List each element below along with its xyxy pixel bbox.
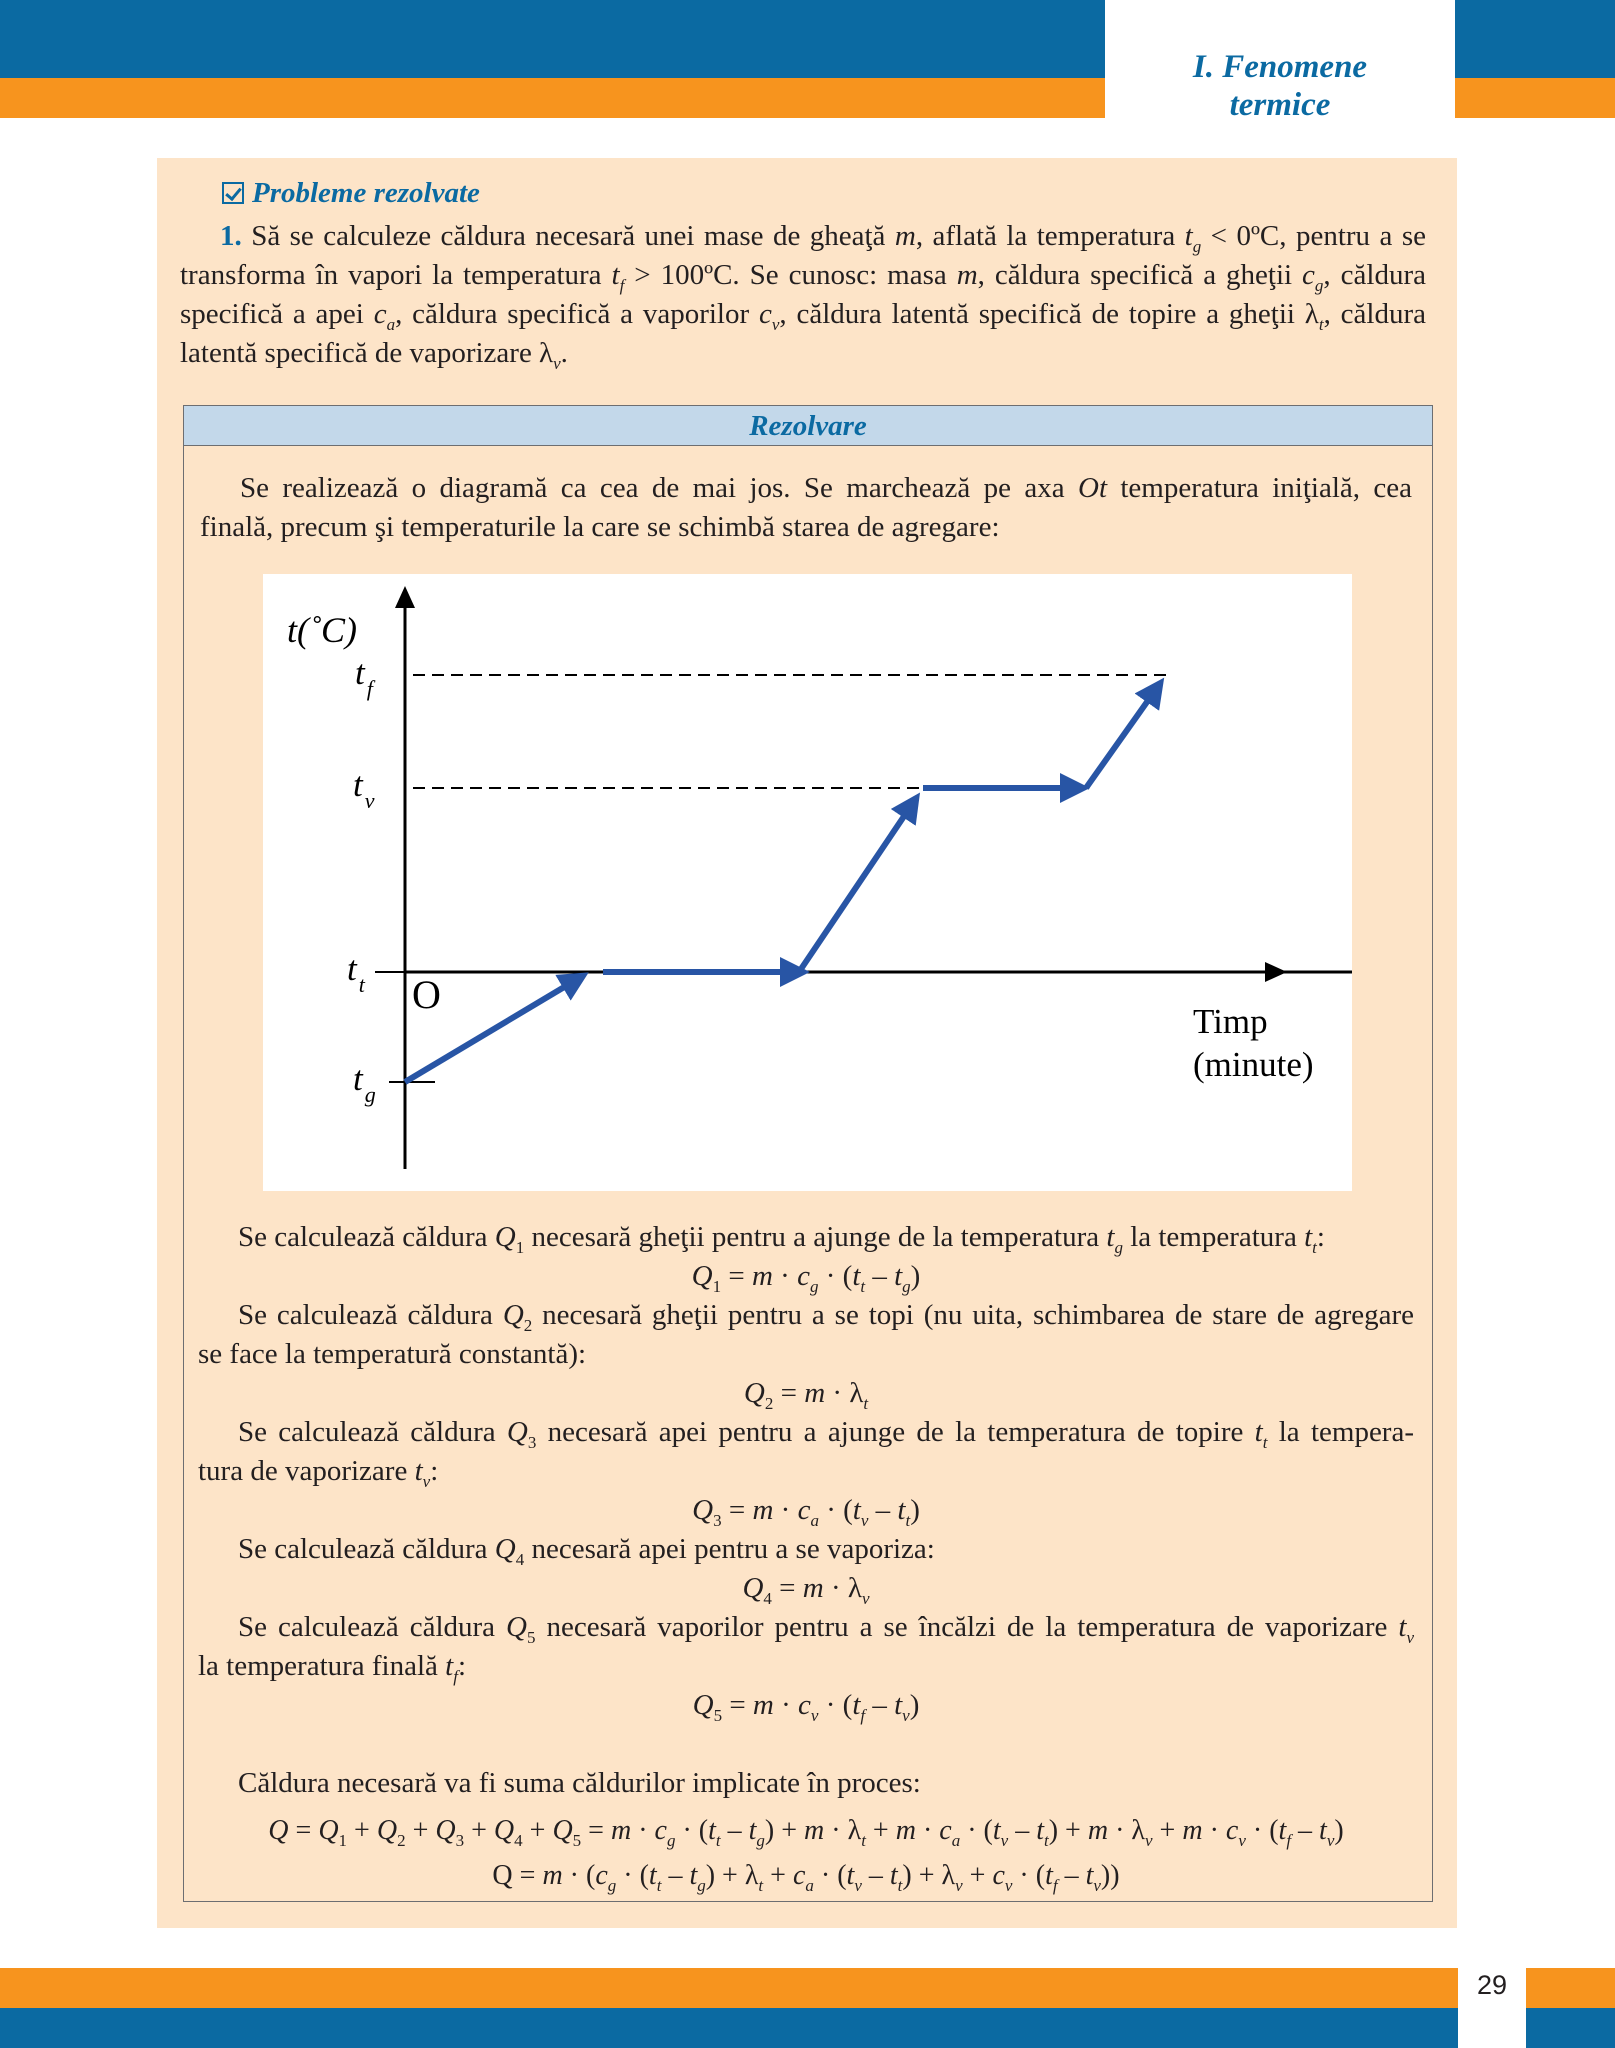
solution-title: Rezolvare — [184, 406, 1432, 446]
origin-label: O — [412, 972, 441, 1017]
chapter-title — [1105, 0, 1455, 123]
footer-band-blue-right — [1526, 2008, 1615, 2048]
problem-line-2: transforma în vapori la temperatura $t_f$ > 100ºC. Se cunosc: masa m, căldura specifică a gheţii $c_g$, căldura — [180, 259, 1426, 295]
segment-heat-vapor — [1086, 685, 1159, 788]
tick-label-tg: $t_g$ — [353, 1059, 376, 1107]
q2-text-line-2: se face la temperatură constantă): — [198, 1338, 587, 1370]
y-axis-label: t(˚C) — [287, 610, 357, 650]
page-number: 29 — [1458, 1960, 1526, 2048]
chapter-title-line1: I. Fenomene — [1192, 49, 1368, 85]
q3-text-line-2: tura de vaporizare $t_v$: — [198, 1455, 439, 1491]
x-axis-label-line2: (minute) — [1193, 1045, 1314, 1084]
q3-formula: $Q_3 = m \cdot c_a \cdot (t_v - t_t)$ — [692, 1494, 920, 1530]
q5-text-line-1: Se calculează căldura $Q_5$ necesară vaporilor pentru a se încălzi de la temperatura de vaporizare $t_v$ — [238, 1611, 1414, 1647]
footer-band-orange — [0, 1968, 1458, 2008]
segment-heat-water — [799, 800, 915, 972]
q2-text-line-1: Se calculează căldura $Q_2$ necesară gheţii pentru a se topi (nu uita, schimbarea de stare de agregare — [238, 1299, 1415, 1335]
sum-text: Căldura necesară va fi suma căldurilor implicate în proces: — [238, 1767, 921, 1799]
checked-box-icon — [222, 182, 244, 204]
q3-text-line-1: Se calculează căldura $Q_3$ necesară apei pentru a ajunge de la temperatura de topire $t_t$ la tempera- — [238, 1416, 1414, 1452]
q5-text-line-2: la temperatura finală $t_f$: — [198, 1650, 467, 1686]
chapter-title-line2: termice — [1229, 87, 1331, 123]
tick-label-tf: $t_f$ — [355, 653, 373, 701]
tick-label-tt: $t_t$ — [347, 949, 365, 997]
tick-label-tv: $t_v$ — [353, 765, 375, 813]
footer-band-orange-right — [1526, 1968, 1615, 2008]
q4-formula: $Q_4 = m \cdot \lambda_v$ — [742, 1572, 870, 1608]
header-band-orange — [0, 78, 1105, 118]
problem-line-1: 1. Să se calculeze căldura necesară unei mase de gheaţă m, aflată la temperatura $t_g$ < 0ºC, pentru a se — [220, 220, 1426, 256]
problem-line-4: latentă specifică de vaporizare $\lambda_v$. — [180, 337, 568, 373]
section-heading — [222, 177, 480, 210]
header-band-orange-right — [1455, 78, 1615, 118]
q1-formula: $Q_1 = m \cdot c_g \cdot (t_t - t_g)$ — [691, 1260, 921, 1296]
phase-diagram — [263, 574, 1352, 1191]
solution-intro-line-1: Se realizează o diagramă ca cea de mai jos. Se marchează pe axa Ot temperatura iniţială, cea — [240, 472, 1412, 504]
header-band-blue — [0, 0, 1105, 78]
footer-band-blue — [0, 2008, 1458, 2048]
q2-formula: $Q_2 = m \cdot \lambda_t$ — [743, 1377, 869, 1413]
q4-text: Se calculează căldura $Q_4$ necesară apei pentru a se vaporiza: — [238, 1533, 935, 1569]
solution-intro-line-2: finală, precum şi temperaturile la care se schimbă starea de agregare: — [200, 511, 1000, 543]
sum-formula-1: $Q = Q_1 + Q_2 + Q_3 + Q_4 + Q_5 = m \cdot c_g \cdot (t_t - t_g) + m \cdot \lambda_t + m \cdot c_a \cdot (t_v - t_t) + m \cdot \lambda_v + m \cdot c_v \cdot (t_f - t_v)$ — [268, 1815, 1344, 1850]
x-axis-label-line1: Timp — [1193, 1002, 1268, 1041]
sum-formula-2: $Q = m \cdot (c_g \cdot (t_t - t_g) + \lambda_t + c_a \cdot (t_v - t_t) + \lambda_v + c_v \cdot (t_f - t_v))$ — [492, 1860, 1120, 1895]
q1-text: Se calculează căldura $Q_1$ necesară gheţii pentru a ajunge de la temperatura $t_g$ la temperatura $t_t$: — [238, 1221, 1325, 1257]
phase-diagram-svg — [263, 574, 1352, 1191]
problem-line-3: specifică a apei $c_a$, căldura specifică a vaporilor $c_v$, căldura latentă specifică de topire a gheţii $\lambda_t$, căldura — [180, 298, 1426, 334]
x-axis-arrow-icon — [1265, 962, 1287, 982]
y-axis-arrow-icon — [395, 586, 415, 608]
header-band-blue-right — [1455, 0, 1615, 78]
q5-formula: $Q_5 = m \cdot c_v \cdot (t_f - t_v)$ — [692, 1689, 920, 1725]
section-heading-text: Probleme rezolvate — [252, 177, 480, 209]
